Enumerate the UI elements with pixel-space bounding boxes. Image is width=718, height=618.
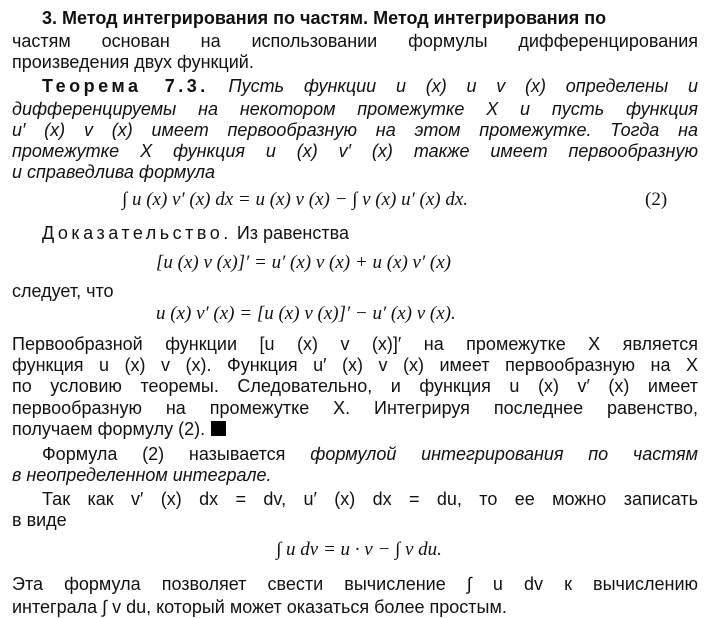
paragraph-line: частям основан на использовании формулы дифференцирования bbox=[12, 31, 698, 51]
formula-number: (2) bbox=[645, 189, 668, 210]
proof-text: Из равенства bbox=[236, 223, 349, 243]
parts-formula: ∫ u dv = u · v − ∫ v du. bbox=[276, 539, 442, 560]
paragraph-line: следует, что bbox=[12, 281, 114, 301]
paragraph-line: Первообразной функции [u (x) v (x)]′ на промежутке X является bbox=[12, 334, 698, 354]
paragraph-line: Эта формула позволяет свести вычисление ∫ u dv к вычислению bbox=[12, 574, 698, 594]
theorem-text: дифференцируемы на некотором промежутке X и пусть функция bbox=[12, 99, 698, 119]
section-heading: 3. Метод интегрирования по частям. Метод интегрирования по bbox=[42, 8, 607, 28]
paragraph-line bbox=[12, 419, 226, 439]
paragraph-line: интеграла ∫ v du, который может оказаться более простым. bbox=[12, 597, 507, 617]
paragraph-line: первообразную на промежутке X. Интегрируя последнее равенство, bbox=[12, 398, 698, 418]
paragraph-text: Формула (2) называется bbox=[42, 444, 286, 464]
paragraph-line: в виде bbox=[12, 510, 67, 530]
paragraph-text: получаем формулу (2). bbox=[12, 419, 206, 439]
theorem-label: Теорема 7.3. bbox=[42, 76, 209, 96]
paragraph-line: Так как v′ (x) dx = dv, u′ (x) dx = du, то ее можно записать bbox=[42, 489, 698, 509]
formula-2: ∫ u (x) v′ (x) dx = u (x) v (x) − ∫ v (x) u′ (x) dx. bbox=[122, 189, 469, 210]
term-emphasis: в неопределенном интеграле. bbox=[12, 465, 272, 485]
theorem-text: u′ (x) v (x) имеет первообразную на этом промежутке. Тогда на bbox=[12, 120, 698, 140]
proof-label: Доказательство. bbox=[42, 223, 232, 243]
proof-line bbox=[42, 223, 698, 243]
theorem-text: Пусть функции u (x) и v (x) определены и bbox=[228, 76, 698, 96]
theorem-text: и справедлива формула bbox=[12, 162, 216, 182]
paragraph-line bbox=[42, 444, 698, 464]
theorem-line bbox=[42, 76, 698, 96]
derived-equation: u (x) v′ (x) = [u (x) v (x)]′ − u′ (x) v (x). bbox=[156, 303, 456, 324]
paragraph-line: произведения двух функций. bbox=[12, 52, 254, 72]
end-of-proof-icon bbox=[211, 421, 226, 436]
paragraph-line: по условию теоремы. Следовательно, и функция u (x) v′ (x) имеет bbox=[12, 376, 698, 396]
paragraph-line bbox=[42, 8, 698, 28]
term-emphasis: формулой интегрирования по частям bbox=[310, 444, 698, 464]
derivative-equation: [u (x) v (x)]′ = u′ (x) v (x) + u (x) v′ (x) bbox=[156, 252, 451, 273]
paragraph-line: функция u (x) v (x). Функция u′ (x) v (x) имеет первообразную на X bbox=[12, 355, 698, 375]
theorem-text: промежутке X функция u (x) v′ (x) также имеет первообразную bbox=[12, 141, 698, 161]
